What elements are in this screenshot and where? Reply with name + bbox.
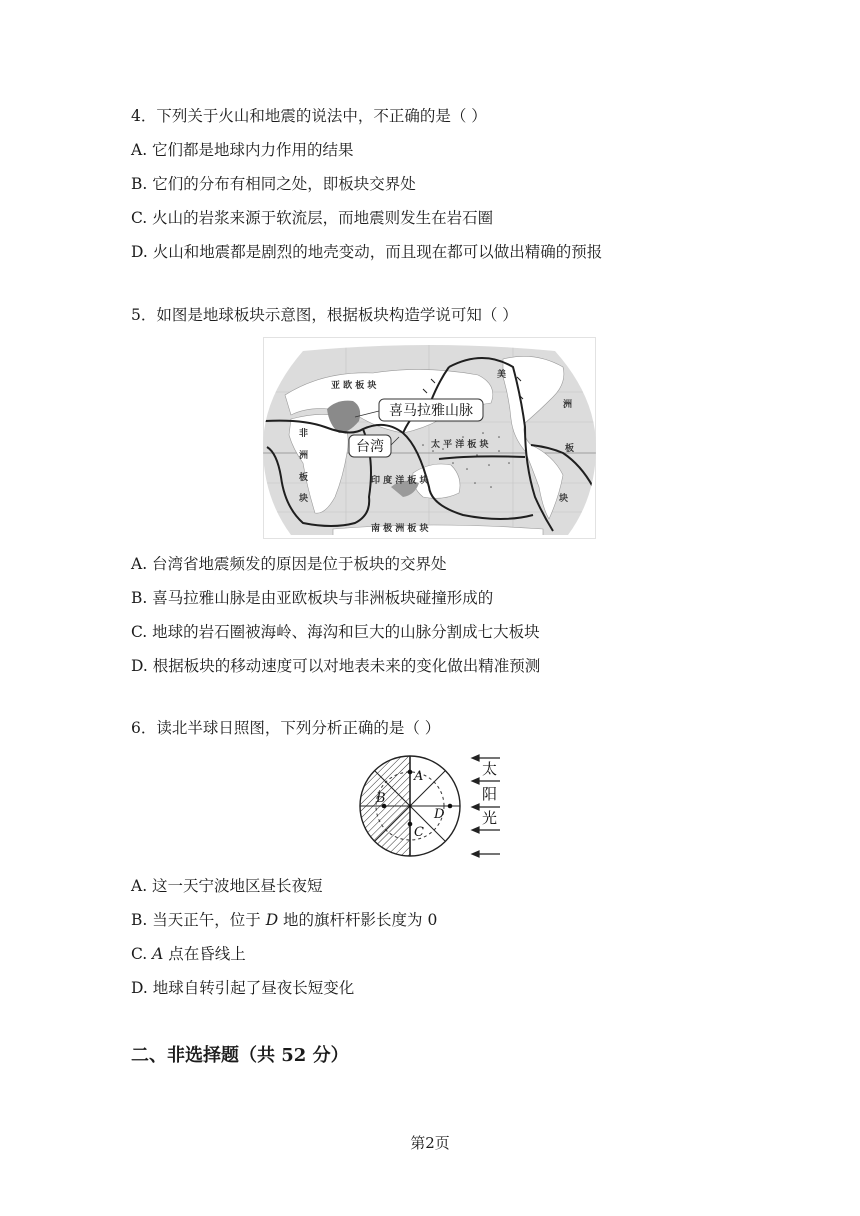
plate-label-american-4: 块 xyxy=(559,494,569,504)
q4-option-d: D. 火山和地震都是剧烈的地壳变动，而且现在都可以做出精确的预报 xyxy=(131,243,603,261)
q6-option-c-pre: C. xyxy=(131,945,153,963)
sunlight-label-2: 阳 xyxy=(482,785,498,803)
callout-taiwan-label: 台湾 xyxy=(356,439,384,455)
q4-option-b: B. 它们的分布有相同之处，即板块交界处 xyxy=(131,175,416,193)
q6-option-c-post: 点在昏线上 xyxy=(163,945,246,963)
plate-label-african-1: 非 xyxy=(299,429,309,439)
plate-label-pacific: 太 平 洋 板 块 xyxy=(431,440,489,450)
q5-option-c: C. 地球的岩石圈被海岭、海沟和巨大的山脉分割成七大板块 xyxy=(131,623,540,641)
q4-option-a: A. 它们都是地球内力作用的结果 xyxy=(131,141,354,159)
point-d-label: D xyxy=(434,807,445,822)
q6-option-a: A. 这一天宁波地区昼长夜短 xyxy=(131,877,323,895)
q6-option-b xyxy=(131,910,437,930)
point-c-label: C xyxy=(414,825,424,840)
sunlight-diagram xyxy=(356,752,506,862)
plate-label-african-2: 洲 xyxy=(299,451,309,461)
point-a-label: A xyxy=(414,769,424,784)
plate-label-indian: 印 度 洋 板 块 xyxy=(371,476,429,486)
q5-option-b: B. 喜马拉雅山脉是由亚欧板块与非洲板块碰撞形成的 xyxy=(131,589,494,607)
q6-option-b-pre: B. 当天正午，位于 xyxy=(131,911,266,929)
q5-stem: 5．如图是地球板块示意图，根据板块构造学说可知（ ） xyxy=(131,306,518,324)
q5-option-a: A. 台湾省地震频发的原因是位于板块的交界处 xyxy=(131,555,447,573)
q6-option-c-var: A xyxy=(152,945,164,963)
page-number: 第2页 xyxy=(410,1134,450,1152)
q6-option-c xyxy=(131,944,246,964)
plate-label-american-3: 板 xyxy=(565,444,575,454)
q5-option-d: D. 根据板块的移动速度可以对地表未来的变化做出精准预测 xyxy=(131,657,541,675)
section-title: 二、非选择题（共 52 分） xyxy=(131,1045,349,1066)
sunlight-label-3: 光 xyxy=(482,809,498,827)
q6-option-d: D. 地球自转引起了昼夜长短变化 xyxy=(131,979,355,997)
plate-label-african-4: 块 xyxy=(299,494,309,504)
sunlight-label-1: 太 xyxy=(482,760,498,778)
plate-map xyxy=(263,337,596,539)
callout-himalaya-label: 喜马拉雅山脉 xyxy=(389,403,473,419)
q6-stem: 6．读北半球日照图，下列分析正确的是（ ） xyxy=(131,719,441,737)
plate-label-antarctic: 南 极 洲 板 块 xyxy=(371,524,429,534)
plate-label-american-2: 洲 xyxy=(563,400,573,410)
plate-label-african-3: 板 xyxy=(299,473,309,483)
q6-option-b-post: 地的旗杆杆影长度为 0 xyxy=(278,911,438,929)
plate-label-eurasian: 亚 欧 板 块 xyxy=(331,381,377,391)
q4-option-c: C. 火山的岩浆来源于软流层，而地震则发生在岩石圈 xyxy=(131,209,494,227)
q4-stem: 4．下列关于火山和地震的说法中，不正确的是（ ） xyxy=(131,107,487,125)
q6-option-b-var: D xyxy=(265,911,279,929)
point-b-label: B xyxy=(376,791,386,806)
plate-label-american-1: 美 xyxy=(497,370,507,380)
